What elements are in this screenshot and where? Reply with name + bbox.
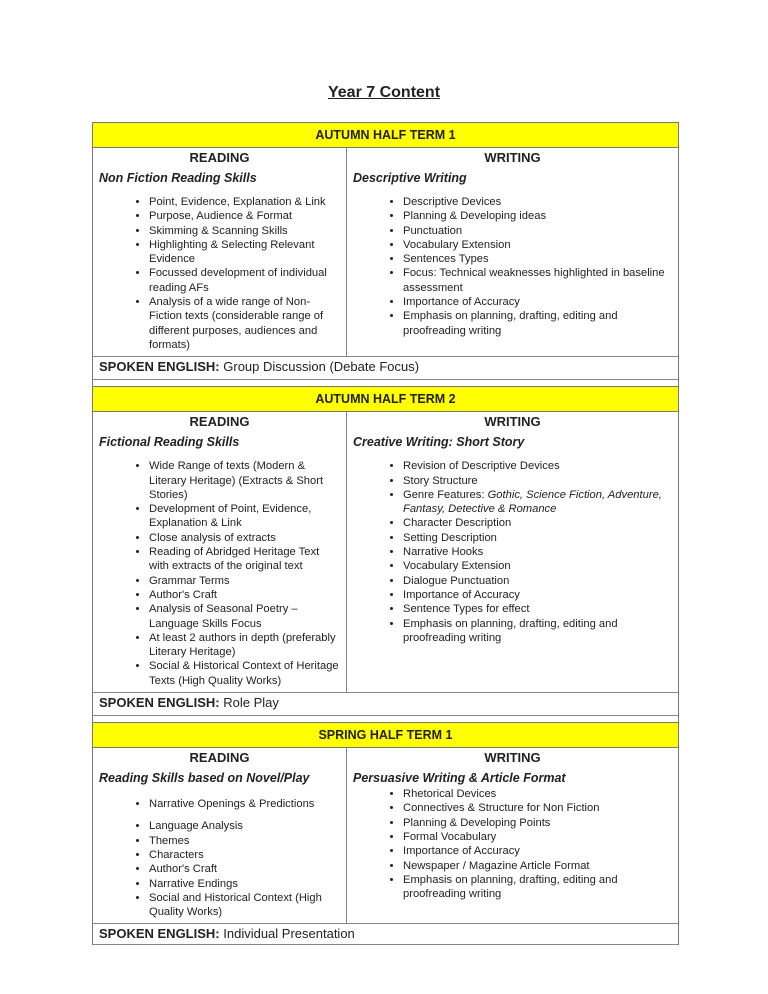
list-item: • Social and Historical Context (High Quality Works): [149, 891, 340, 920]
list-item: • Author's Craft: [149, 588, 340, 602]
writing-list: [353, 195, 672, 338]
list-item: • Narrative Hooks: [403, 545, 672, 559]
list-item: • Language Analysis: [149, 819, 340, 833]
list-item: • Character Description: [403, 516, 672, 530]
writing-heading: WRITING: [484, 750, 541, 766]
reading-column: [93, 148, 347, 356]
list-item: • Planning & Developing Points: [403, 816, 672, 830]
list-item: • Vocabulary Extension: [403, 238, 672, 252]
list-item: • At least 2 authors in depth (preferably Literary Heritage): [149, 631, 340, 660]
list-item: • Revision of Descriptive Devices: [403, 459, 672, 473]
list-item: • Analysis of Seasonal Poetry – Language Skills Focus: [149, 602, 340, 631]
reading-column: [93, 748, 347, 923]
section-gap: [93, 716, 678, 723]
list-item: • Social & Historical Context of Heritage Texts (High Quality Works): [149, 659, 340, 688]
term-body: [93, 148, 678, 357]
spoken-english-value: Individual Presentation: [223, 926, 355, 942]
list-item: • Point, Evidence, Explanation & Link: [149, 195, 340, 209]
list-item: • Connectives & Structure for Non Fiction: [403, 801, 672, 815]
list-item: • Dialogue Punctuation: [403, 574, 672, 588]
list-item: • Focussed development of individual reading AFs: [149, 266, 340, 295]
list-item: • Close analysis of extracts: [149, 531, 340, 545]
reading-list: [99, 797, 340, 919]
writing-heading: WRITING: [484, 150, 541, 165]
list-item: • Sentence Types for effect: [403, 602, 672, 616]
list-item: • Grammar Terms: [149, 574, 340, 588]
reading-heading: READING: [189, 750, 250, 766]
list-item: • Development of Point, Evidence, Explanation & Link: [149, 502, 340, 531]
term-body: [93, 748, 678, 924]
genre-list: Gothic, Science Fiction, Adventure, Fantasy, Detective & Romance: [403, 488, 662, 516]
reading-subtitle: Reading Skills based on Novel/Play: [99, 771, 310, 786]
list-item: • Story Structure: [403, 474, 672, 488]
writing-list: [353, 459, 672, 645]
page-title: Year 7 Content: [327, 84, 441, 101]
writing-subtitle: Persuasive Writing & Article Format: [353, 771, 566, 786]
spoken-english-label: SPOKEN ENGLISH:: [99, 359, 220, 375]
list-item: • Characters: [149, 848, 340, 862]
reading-heading: READING: [189, 150, 250, 165]
spoken-english-row: [93, 693, 678, 716]
term-body: [93, 412, 678, 693]
list-item: • Analysis of a wide range of Non-Fiction texts (considerable range of different purposes, audiences and formats): [149, 295, 340, 352]
reading-column: [93, 412, 347, 692]
spoken-english-row: [93, 924, 678, 945]
writing-subtitle: Creative Writing: Short Story: [353, 435, 525, 450]
list-item: • Purpose, Audience & Format: [149, 209, 340, 223]
list-item: • Importance of Accuracy: [403, 295, 672, 309]
list-item: • Focus: Technical weaknesses highlighted in baseline assessment: [403, 266, 672, 295]
writing-column: [347, 148, 678, 356]
list-item: • Skimming & Scanning Skills: [149, 224, 340, 238]
list-item: • Sentences Types: [403, 252, 672, 266]
list-item: • Narrative Endings: [149, 877, 340, 891]
list-item: • Emphasis on planning, drafting, editing and proofreading writing: [403, 617, 672, 646]
list-item: • Setting Description: [403, 531, 672, 545]
list-item: • Planning & Developing ideas: [403, 209, 672, 223]
writing-list: [353, 787, 672, 901]
writing-column: [347, 412, 678, 692]
content-table: [92, 122, 679, 945]
list-item: • Vocabulary Extension: [403, 559, 672, 573]
writing-subtitle: Descriptive Writing: [353, 171, 467, 185]
list-item: • Author's Craft: [149, 862, 340, 876]
spoken-english-value: Role Play: [223, 695, 279, 711]
list-item: • Reading of Abridged Heritage Text with extracts of the original text: [149, 545, 340, 574]
term-heading: AUTUMN HALF TERM 2: [93, 387, 678, 412]
list-item: • Genre Features: Gothic, Science Fiction, Adventure, Fantasy, Detective & Romance: [403, 488, 672, 517]
reading-subtitle: Non Fiction Reading Skills: [99, 171, 257, 185]
writing-heading: WRITING: [484, 414, 541, 430]
list-item: • Rhetorical Devices: [403, 787, 672, 801]
list-item: • Importance of Accuracy: [403, 844, 672, 858]
section-gap: [93, 380, 678, 387]
list-item: • Wide Range of texts (Modern & Literary Heritage) (Extracts & Short Stories): [149, 459, 340, 502]
list-item: • Descriptive Devices: [403, 195, 672, 209]
list-item: • Formal Vocabulary: [403, 830, 672, 844]
spoken-english-label: SPOKEN ENGLISH:: [99, 926, 220, 942]
spoken-english-row: [93, 357, 678, 380]
reading-list: [99, 195, 340, 352]
list-item: • Importance of Accuracy: [403, 588, 672, 602]
list-item: • Narrative Openings & Predictions: [149, 797, 340, 811]
spoken-english-value: Group Discussion (Debate Focus): [223, 359, 420, 375]
spoken-english-label: SPOKEN ENGLISH:: [99, 695, 220, 711]
list-item: • Emphasis on planning, drafting, editing and proofreading writing: [403, 309, 672, 338]
term-heading: SPRING HALF TERM 1: [93, 723, 678, 748]
writing-column: [347, 748, 678, 923]
reading-heading: READING: [189, 414, 250, 430]
reading-subtitle: Fictional Reading Skills: [99, 435, 240, 450]
list-item: • Themes: [149, 834, 340, 848]
list-item: • Newspaper / Magazine Article Format: [403, 859, 672, 873]
reading-list: [99, 459, 340, 688]
term-heading: AUTUMN HALF TERM 1: [93, 123, 678, 148]
list-item: • Punctuation: [403, 224, 672, 238]
list-item: • Highlighting & Selecting Relevant Evidence: [149, 238, 340, 267]
list-item: • Emphasis on planning, drafting, editing and proofreading writing: [403, 873, 672, 902]
